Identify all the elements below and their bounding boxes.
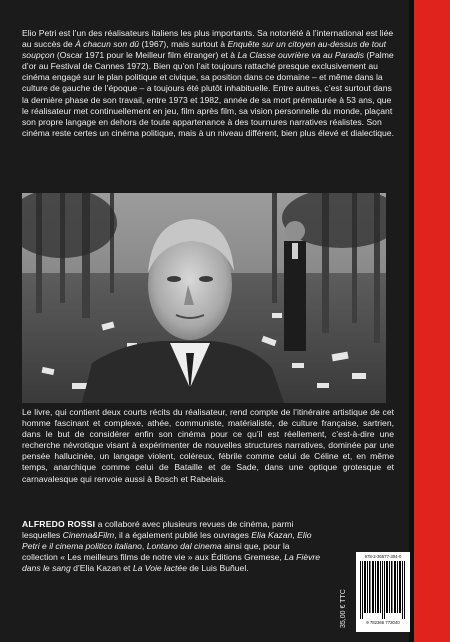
barcode [356, 552, 410, 632]
barcode-digits: 9 782366 773040 [366, 620, 400, 625]
author-bio-paragraph: ALFREDO ROSSI a collaboré avec plusieurs revues de cinéma, parmi lesquelles Cinema&Film, il a également publié les ouvrages Elia Kazan, Elio Petri e il cinema politico italiano, Lontano dal cinema ainsi que, pour la collection « Les meilleurs films de notre vie » aux Éditions Gremese, La Fièvre dans le sang d’Elia Kazan et La Voie lactée de Luis Buñuel. [22, 519, 321, 574]
isbn-number: 978-2-36677-304-0 [364, 554, 402, 559]
book-description-paragraph: Le livre, qui contient deux courts récits du réalisateur, rend compte de l’itinéraire artistique de cet homme fascinant et complexe, athée, communiste, matérialiste, de culture française, sartrien, dans le but de considérer enfin son cinéma pour ce qu’il est réellement, c’est-à-dire une recherche névrotique visant à expérimenter de nouvelles structures narratives, dominée par une pensée hallucinée, un langage violent, coléreux, fébrile comme celui de Céline et, en même temps, anarchique comme celui de Bataille et de Sade, dans une optique grotesque et carnavalesque qui renvoie aussi à Bosch et Rabelais. [22, 407, 394, 484]
barcode-bars [360, 561, 406, 619]
film-still-photo [22, 193, 386, 403]
price-label: 35,00 € TTC [340, 589, 347, 628]
red-spine-band [414, 0, 450, 642]
intro-paragraph: Elio Petri est l’un des réalisateurs italiens les plus importants. Sa notoriété à l’international est liée au succès de À chacun son dû (1967), mais surtout à Enquête sur un citoyen au-dessus de tout soupçon (Oscar 1971 pour le Meilleur film étranger) et à La Classe ouvrière va au Paradis (Palme d’or au Festival de Cannes 1972). Bien qu’on l’ait toujours rattaché presque exclusivement au cinéma engagé sur le plan politique et civique, sa position dans ce domaine – et même dans la culture de gauche de l’époque – a toujours été plutôt inhabituelle. Entre autres, c’est surtout dans la dernière phase de son travail, entre 1973 et 1982, année de sa mort prématurée à 53 ans, que le réalisateur met continuellement en jeu, film après film, sa vision personnelle du monde, plaçant son propre langage en dehors de toute appartenance à des tournures narratives réalistes. Son cinéma reste certes un cinéma politique, mais à un niveau différent, bien plus élevé et dialectique. [22, 28, 394, 138]
film-still-image [22, 193, 386, 403]
